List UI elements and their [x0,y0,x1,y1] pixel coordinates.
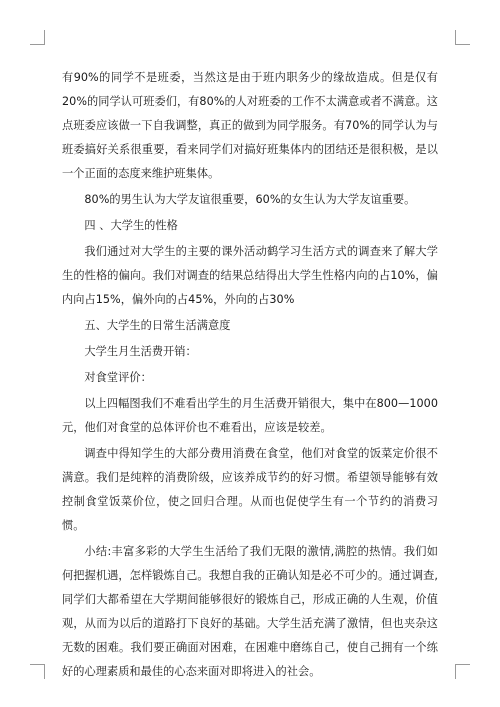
crop-mark-top-right [455,30,470,45]
section-heading-personality: 四 、大学生的性格 [84,219,178,232]
label-canteen-evaluation: 对食堂评价： [84,371,152,384]
paragraph-expense-analysis: 以上四幅图我们不难看出学生的月生活费开销很大，集中在800—1000元，他们对食堂的总体评价也不难看出，应该是较差。 [62,397,438,434]
paragraph-personality: 我们通过对大学生的主要的课外活动鹤学习生活方式的调查来了解大学生的性格的偏向。我们对调查的结果总结得出大学生性格内向的占10%，偏内向占15%，偏外向的占45%，外向的占30% [62,245,438,306]
crop-mark-bottom-left [30,664,45,679]
paragraph-canteen-spending: 调查中得知学生的大部分费用消费在食堂，他们对食堂的饭菜定价很不满意。我们是纯粹的消费阶级，应该养成节约的好习惯。希望领导能够有效控制食堂饭菜价位，使之回归合理。从而也促使学生有一个节约的消费习惯。 [62,447,438,532]
paragraph-summary: 小结:丰富多彩的大学生生活给了我们无限的激情,满腔的热情。我们如何把握机遇，怎样锻炼自己。我想自我的正确认知是必不可少的。通过调查,同学们大都希望在大学期间能够很好的锻炼自己，形成正确的人生观，价值观，从而为以后的道路打下良好的基础。大学生活充满了激情，但也夹杂这无数的困难。我们要正确面对困难，在困难中磨练自己，使自己拥有一个练好的心理素质和最佳的心态来面对即将进入的社会。 [62,545,438,678]
document-body [62,66,438,684]
paragraph-class-committee: 有90%的同学不是班委，当然这是由于班内职务少的缘故造成。但是仅有20%的同学认可班委们，有80%的人对班委的工作不太满意或者不满意。这点班委应该做一下自我调整，真正的做到为同学服务。有70%的同学认为与班委搞好关系很重要，看来同学们对搞好班集体内的团结还是很积极，是以一个正面的态度来维护班集体。 [62,71,438,180]
section-heading-satisfaction: 五、大学生的日常生活满意度 [84,319,231,332]
crop-mark-top-left [30,30,45,45]
label-living-expenses: 大学生月生活费开销： [84,345,197,358]
crop-mark-bottom-right [455,664,470,679]
paragraph-friendship: 80%的男生认为大学友谊很重要，60%的女生认为大学友谊重要。 [84,193,416,206]
